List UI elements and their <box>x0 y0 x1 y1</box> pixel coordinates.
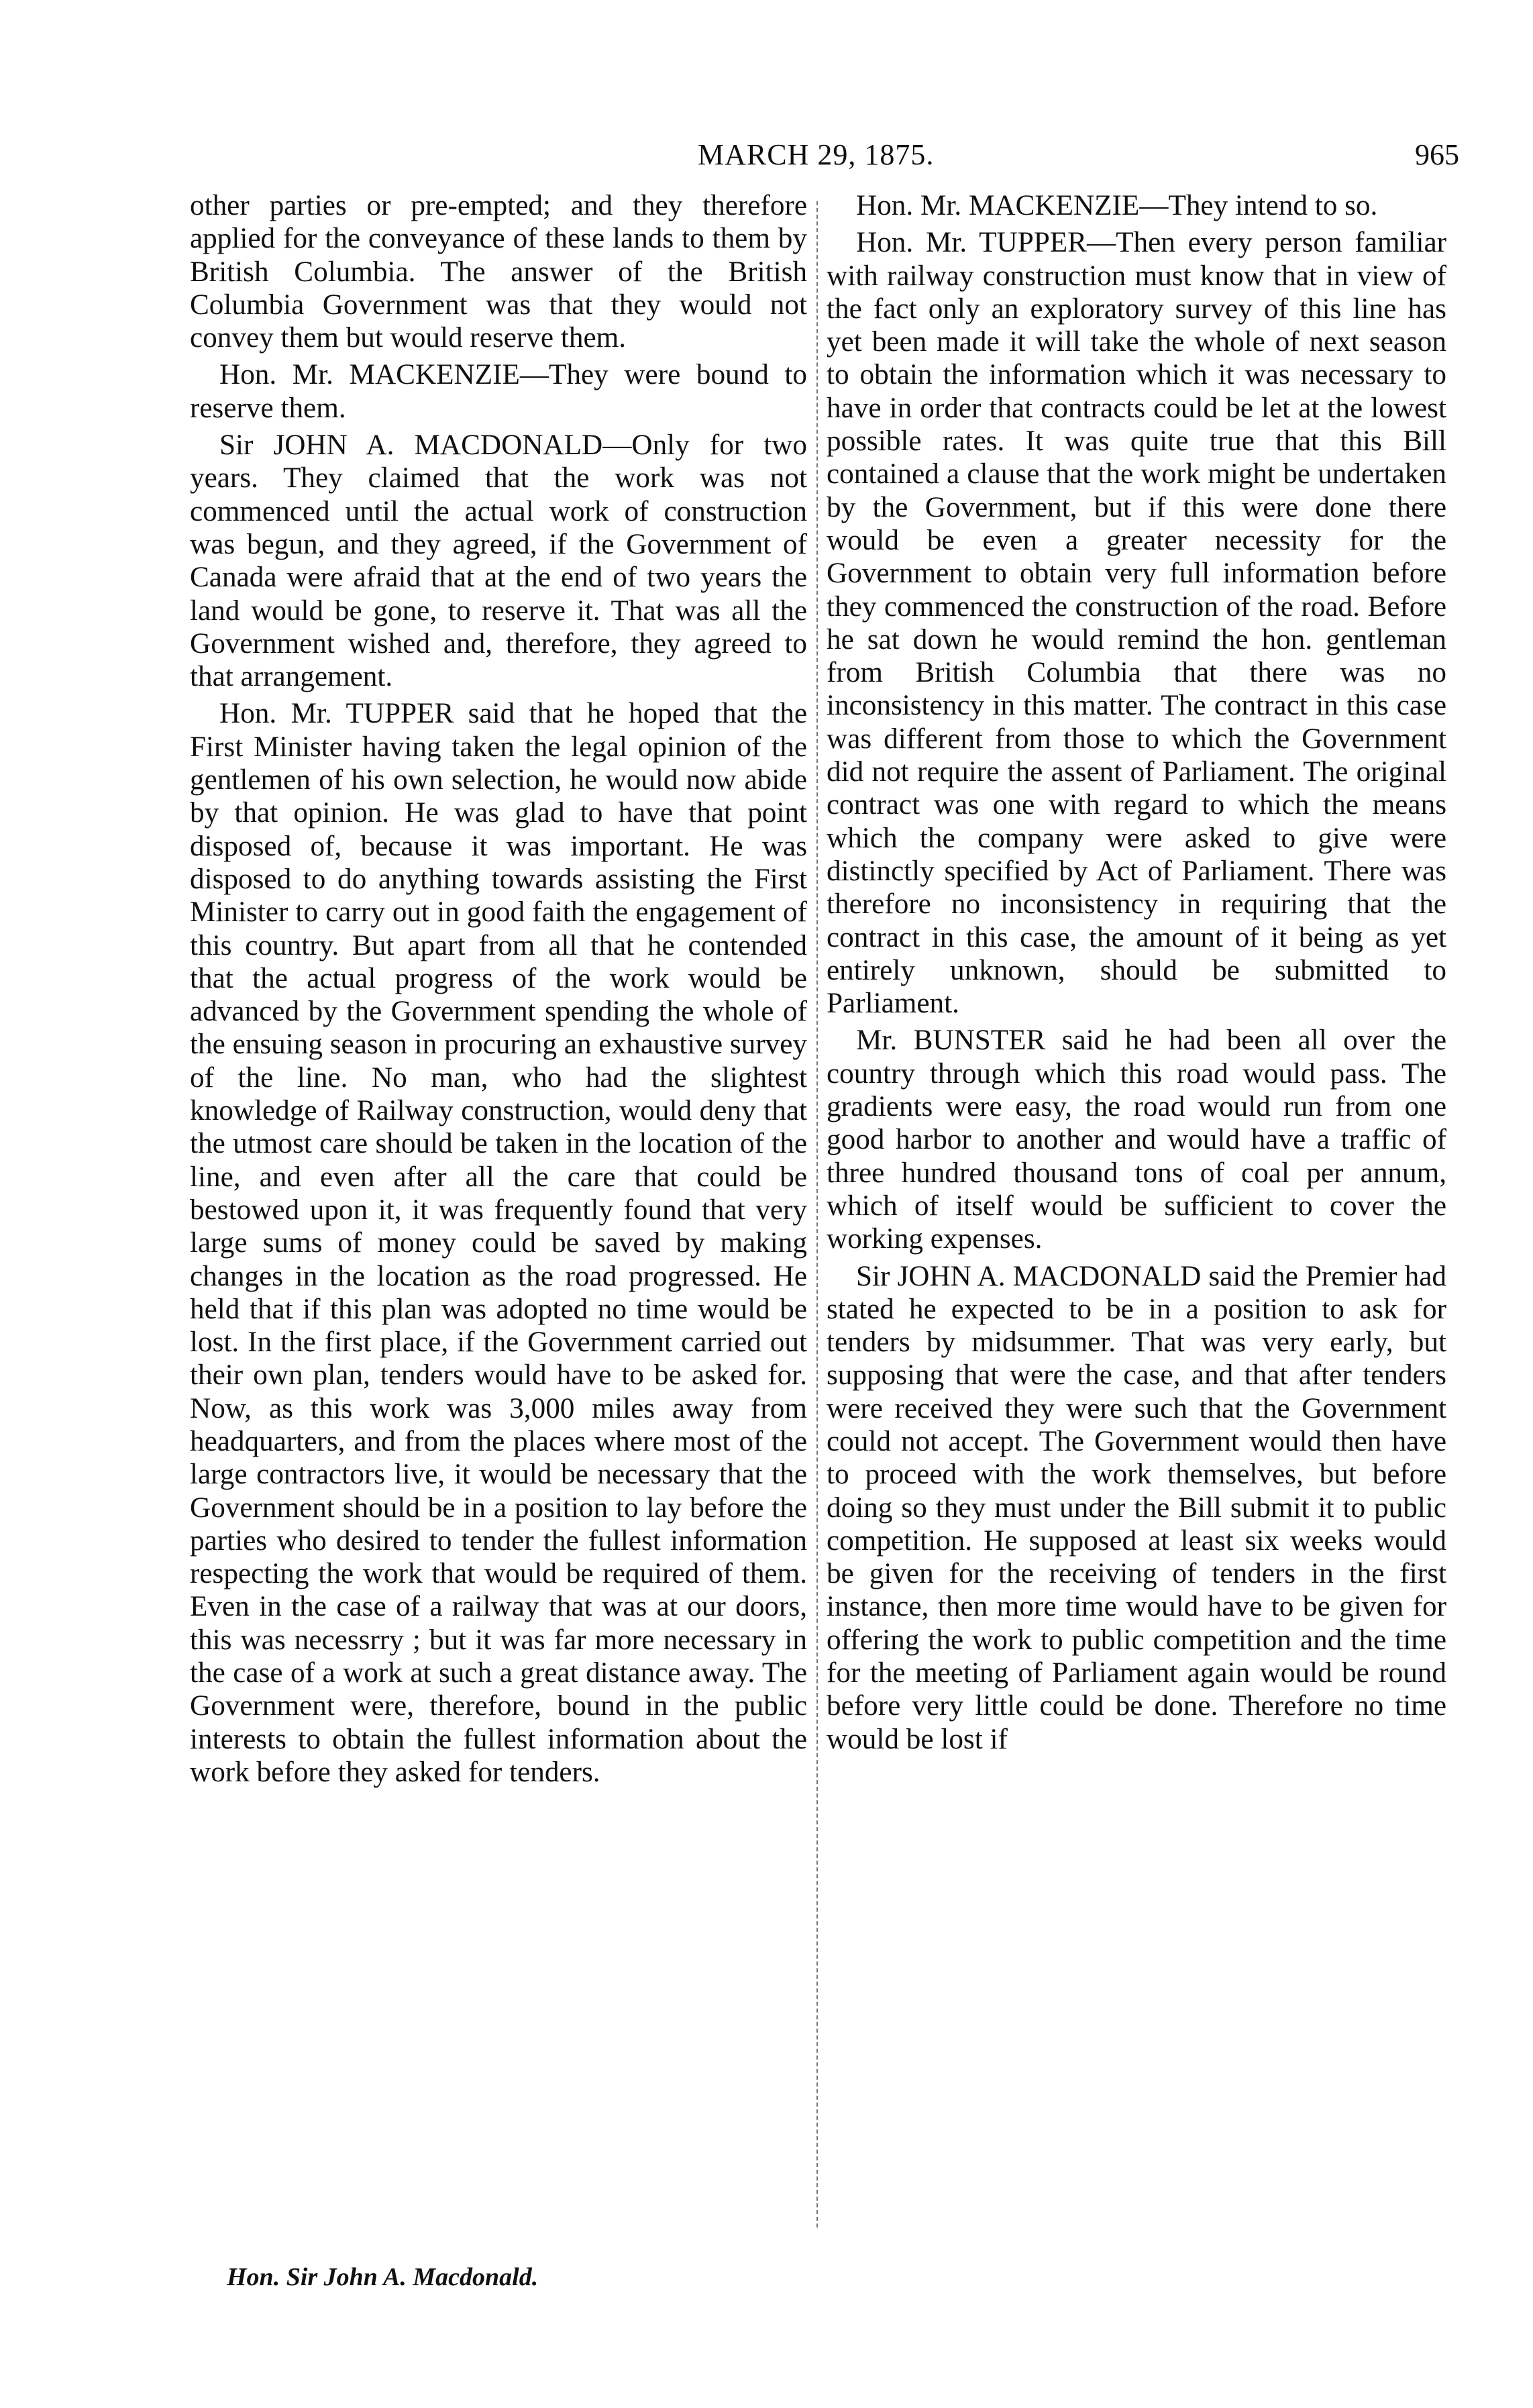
column-divider <box>816 201 818 2228</box>
right-paragraph-2: Hon. Mr. TUPPER—Then every person familiar with railway construction must know that in view of the fact only an exploratory survey of this line has yet been made it will take the whole of next season to obtain the information which it was necessary to have in order that contracts could be let at the lowest possible rates. It was quite true that this Bill contained a clause that the work might be undertaken by the Government, but if this were done there would be even a greater necessity for the Government to obtain very full information before they commenced the construction of the road. Before he sat down he would remind the hon. gentleman from British Columbia that there was no inconsistency in this matter. The contract in this case was different from those to which the Government did not require the assent of Parliament. The original contract was one with regard to which the means which the company were asked to give were distinctly specified by Act of Parliament. There was therefore no inconsistency in requiring that the contract in this case, the amount of it being as yet entirely unknown, should be submitted to Parliament. <box>827 227 1446 1020</box>
left-paragraph-2: Hon. Mr. MACKENZIE—They were bound to reserve them. <box>190 359 807 424</box>
right-paragraph-4: Sir JOHN A. MACDONALD said the Premier had stated he expected to be in a position to ask for tenders by midsummer. That was very early, but supposing that were the case, and that after tenders were received they were such that the Government could not accept. The Government would then have to proceed with the work themselves, but before doing so they must under the Bill submit it to public competition. He supposed at least six weeks would be given for the receiving of tenders in the first instance, then more time would have to be given for offering the work to public competition and the time for the meeting of Parliament again would be round before very little could be done. Therefore no time would be lost if <box>827 1260 1446 1755</box>
page-number: 965 <box>1415 138 1459 171</box>
left-paragraph-3: Sir JOHN A. MACDONALD—Only for two years. They claimed that the work was not commenced until the actual work of construction was begun, and they agreed, if the Government of Canada were afraid that at the end of two years the land would be gone, to reserve it. That was all the Government wished and, therefore, they agreed to that arrangement. <box>190 429 807 693</box>
page-header <box>0 138 1533 178</box>
left-paragraph-4: Hon. Mr. TUPPER said that he hoped that the First Minister having taken the legal opinion of the gentlemen of his own selection, he would now abide by that opinion. He was glad to have that point disposed of, because it was important. He was disposed to do anything towards assisting the First Minister to carry out in good faith the engagement of this country. But apart from all that he contended that the actual progress of the work would be advanced by the Government spending the whole of the ensuing season in procuring an exhaustive survey of the line. No man, who had the slightest knowledge of Railway construction, would deny that the utmost care should be taken in the location of the line, and even after all the care that could be bestowed upon it, it was frequently found that very large sums of money could be saved by making changes in the location as the road progressed. He held that if this plan was adopted no time would be lost. In the first place, if the Government carried out their own plan, tenders would have to be asked for. Now, as this work was 3,000 miles away from headquarters, and from the places where most of the large contractors live, it would be necessary that the Government should be in a position to lay before the parties who desired to tender the fullest information respecting the work that would be required of them. Even in the case of a railway that was at our doors, this was necessrry ; but it was far more necessary in the case of a work at such a great distance away. The Government were, therefore, bound in the public interests to obtain the fullest information about the work before they asked for tenders. <box>190 698 807 1788</box>
right-paragraph-3: Mr. BUNSTER said he had been all over the country through which this road would pass. The gradients were easy, the road would run from one good harbor to another and would have a traffic of three hundred thousand tons of coal per annum, which of itself would be sufficient to cover the working expenses. <box>827 1025 1446 1255</box>
left-paragraph-1: other parties or pre-empted; and they therefore applied for the conveyance of these lands to them by British Columbia. The answer of the British Columbia Government was that they would not convey them but would reserve them. <box>190 190 807 354</box>
right-column <box>827 189 1446 1756</box>
speaker-signature: Hon. Sir John A. Macdonald. <box>227 2263 539 2291</box>
header-date: MARCH 29, 1875. <box>698 138 935 171</box>
left-column <box>190 189 807 1789</box>
right-paragraph-1: Hon. Mr. MACKENZIE—They intend to so. <box>856 190 1378 221</box>
